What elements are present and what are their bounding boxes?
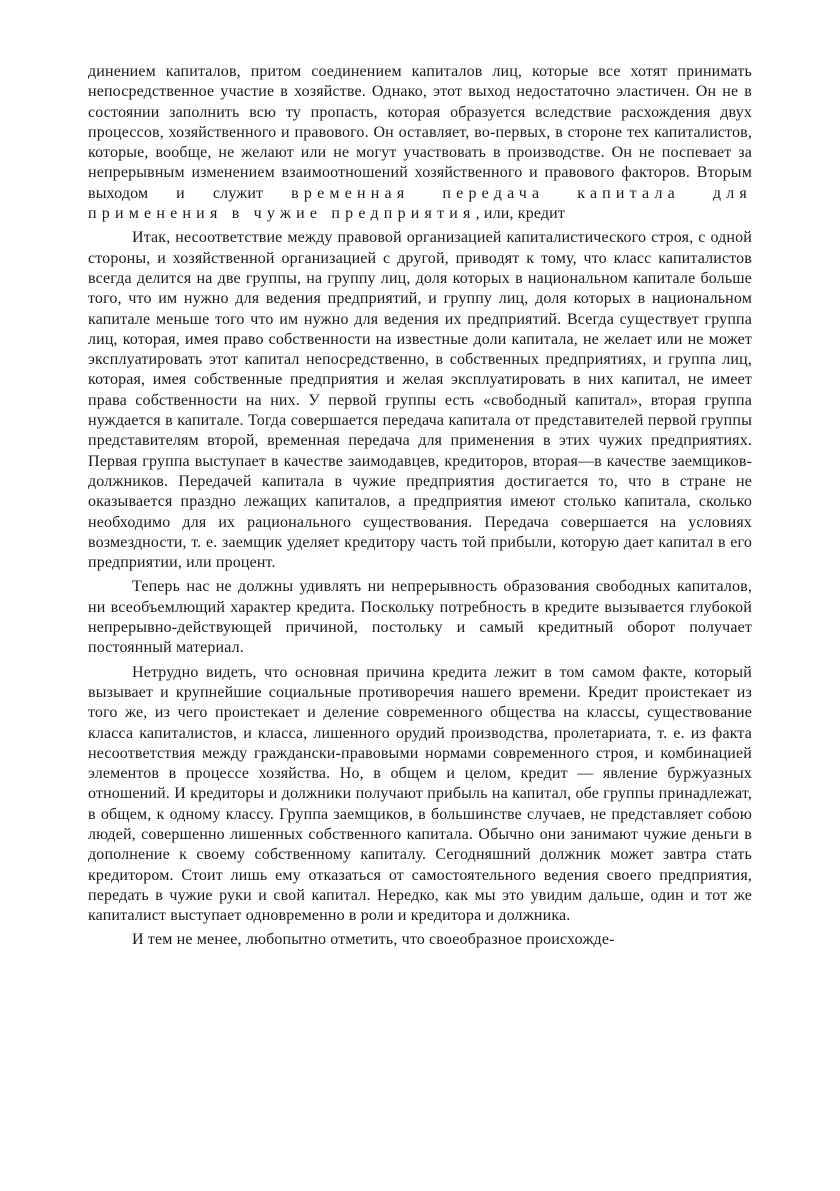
paragraph-4: Нетрудно видеть, что основная причина кредита лежит в том самом факте, который вызывает и крупнейшие социальные противоречия нашего времени. Кредит проистекает из того же, из чего проистекает и деление современного общества на классы, существование класса капиталистов, и класса, лишенного орудий производства, пролетариата, т. е. из факта несоответствия между граждански-правовыми нормами современного строя, и комбинацией элементов в процессе хозяйства. Но, в общем и целом, кредит — явление буржуазных отношений. И кредиторы и должники получают прибыль на капитал, обе группы принадлежат, в общем, к одному классу. Группа заемщиков, в большинстве случаев, не представляет собою людей, совершенно лишенных собственного капитала. Обычно они занимают чужие деньги в дополнение к своему собственному капиталу. Сегодняшний должник может завтра стать кредитором. Стоит лишь ему отказаться от самостоятельного ведения своего предприятия, передать в чужие руки и свой капитал. Нередко, как мы это увидим дальше, один и тот же капиталист выступает одновременно в роли и кредитора и должника.	[88, 663, 752, 925]
paragraph-2: Итак, несоответствие между правовой организацией капиталистического строя, с одной стороны, и хозяйственной организацией с другой, приводят к тому, что класс капиталистов всегда делится на две группы, на группу лиц, доля которых в национальном капитале больше того, что им нужно для ведения предприятий, и группу лиц, доля которых в национальном капитале меньше того что им нужно для ведения их предприятий. Всегда существует группа лиц, которая, имея право собственности на известные доли капитала, не желает или не может эксплуатировать этот капитал непосредственно, в собственных предприятиях, и группа лиц, которая, имея собственные предприятия и желая эксплуатировать в них капитал, не имеет права собственности на них. У первой группы есть «свободный капитал», вторая группа нуждается в капитале. Тогда совершается передача капитала от представителей первой группы представителям второй, временная передача для применения в этих чужих предприятиях. Первая группа выступает в качестве заимодавцев, кредиторов, вторая—в качестве заемщиков-должников. Передачей капитала в чужие предприятия достигается то, что в стране не оказывается праздно лежащих капиталов, а предприятия имеют столько капитала, сколько необходимо для их рационального существования. Передача совершается на условиях возмездности, т. е. заемщик уделяет кредитору часть той прибыли, которую дает капитал в его предприятии, или процент.	[88, 229, 752, 572]
paragraph-1-text-after: , или, кредит	[475, 205, 566, 223]
paragraph-1	[88, 62, 752, 224]
paragraph-5: И тем не менее, любопытно отметить, что своеобразное происхожде-	[132, 931, 615, 949]
paragraph-1-text-before: динением капиталов, притом соединением капиталов лиц, которые все хотят принимать непосредственное участие в хозяйстве. Однако, этот выход недостаточно эластичен. Он не в состоянии заполнить всю ту пропасть, которая образуется вследствие расхождения двух процессов, хозяйственного и правового. Он оставляет, во-первых, в стороне тех капиталистов, которые, вообще, не желают или не могут участвовать в производстве. Он не поспевает за непрерывным изменением взаимоотношений хозяйственного и правового факторов. Вторым выходом и служит	[88, 63, 752, 202]
paragraph-3: Теперь нас не должны удивлять ни непрерывность образования свободных капиталов, ни всеобъемлющий характер кредита. Поскольку потребность в кредите вызывается глубокой непрерывно-действующей причиной, постольку и самый кредитный оборот получает постоянный материал.	[88, 578, 752, 657]
document-page	[88, 62, 752, 955]
emphasized-phrase: временная передача капитала для применения в чужие предприятия	[88, 184, 752, 223]
